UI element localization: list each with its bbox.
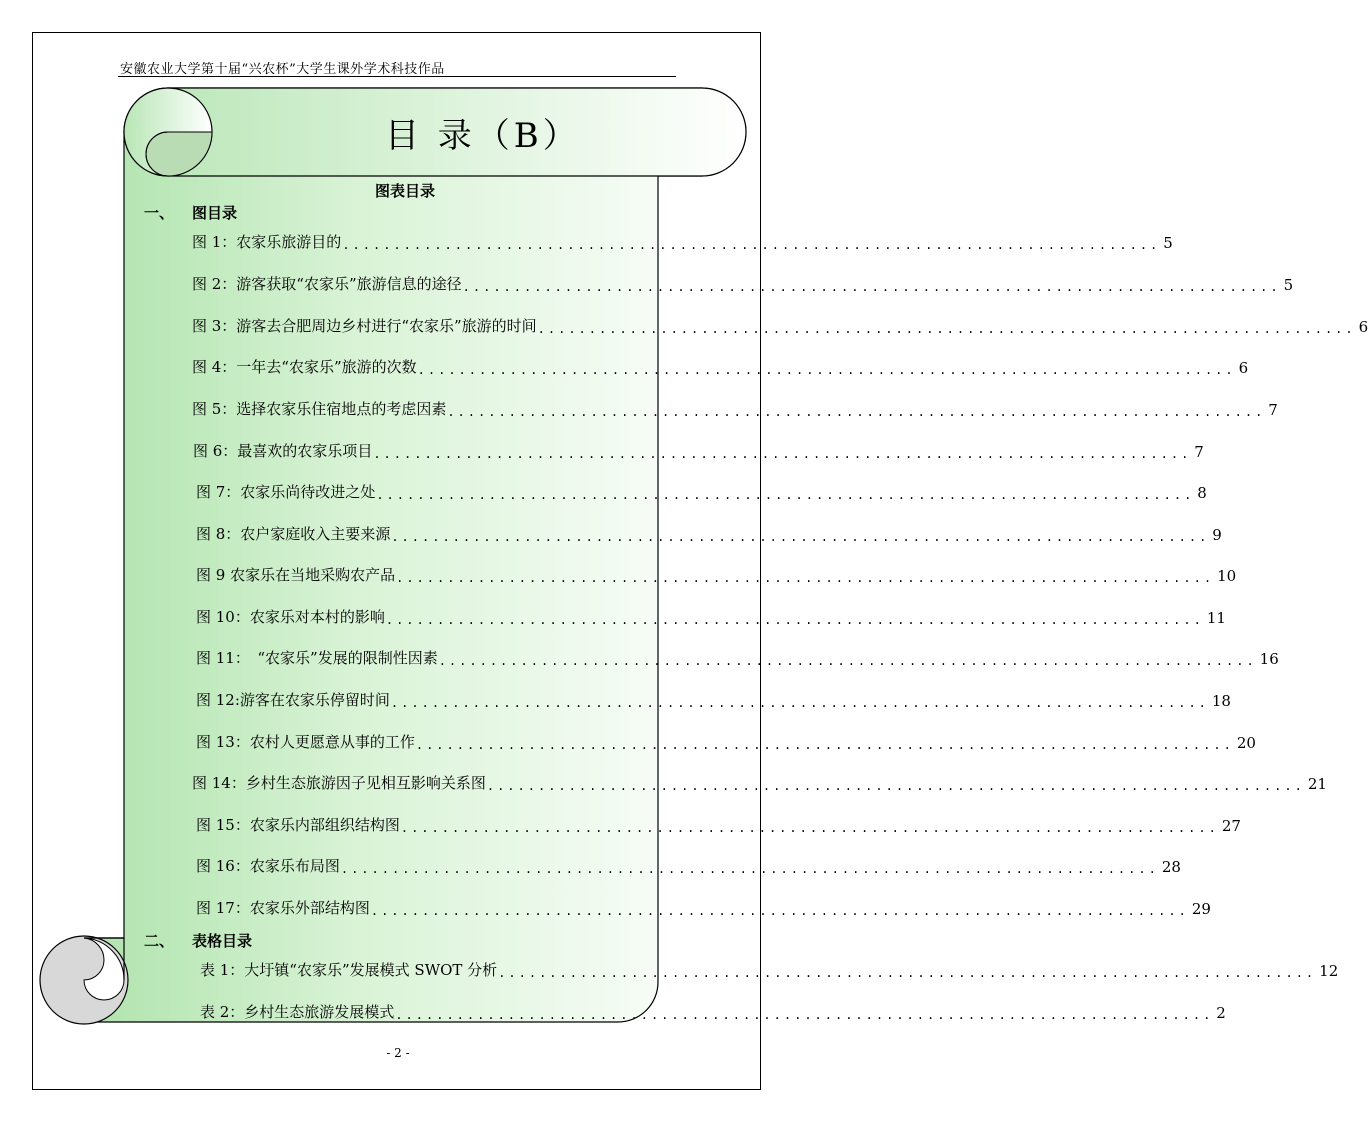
dot-leader: ................................................................................	[376, 488, 1195, 502]
dot-leader: ................................................................................	[537, 322, 1356, 336]
dot-leader: ................................................................................	[486, 779, 1305, 793]
figure-entry[interactable]	[192, 399, 1278, 419]
figure-entry-label: 图 17：农家乐外部结构图	[196, 899, 370, 917]
figure-entry-label: 图 4：一年去“农家乐”旅游的次数	[192, 358, 417, 376]
dot-leader: ................................................................................	[396, 571, 1215, 585]
figure-entry-label: 图 16：农家乐布局图	[196, 857, 340, 875]
figure-entry[interactable]	[192, 773, 1327, 793]
figure-entry-label: 图 13：农村人更愿意从事的工作	[196, 733, 415, 751]
dot-leader: ................................................................................	[498, 966, 1317, 980]
figure-entry-label: 图 9 农家乐在当地采购农产品	[196, 566, 396, 584]
table-entry-page: 2	[1216, 1004, 1226, 1022]
figure-entry-label: 图 11： “农家乐”发展的限制性因素	[196, 649, 438, 667]
dot-leader: ................................................................................	[370, 904, 1189, 918]
figure-entry-page: 8	[1197, 484, 1207, 502]
dot-leader: ................................................................................	[415, 738, 1234, 752]
figure-entry-label: 图 6：最喜欢的农家乐项目	[193, 442, 373, 460]
dot-leader: ................................................................................	[340, 862, 1159, 876]
figure-entry-label: 图 1：农家乐旅游目的	[192, 233, 342, 251]
dot-leader: ................................................................................	[385, 613, 1204, 627]
figure-entry-page: 9	[1212, 526, 1222, 544]
figure-entry[interactable]	[196, 565, 1237, 585]
figure-entry-page: 5	[1163, 234, 1173, 252]
table-entry-label: 表 2：乡村生态旅游发展模式	[200, 1003, 395, 1021]
figure-entry[interactable]	[196, 607, 1226, 627]
dot-leader: ................................................................................	[462, 280, 1281, 294]
figure-entry[interactable]	[192, 274, 1294, 294]
figure-entry-page: 16	[1259, 650, 1279, 668]
page-number: - 2 -	[386, 1046, 410, 1060]
figure-entry-label: 图 10：农家乐对本村的影响	[196, 608, 385, 626]
figure-entry[interactable]	[196, 732, 1256, 752]
figure-entry[interactable]	[192, 316, 1368, 336]
figure-entry-label: 图 14：乡村生态旅游因子见相互影响关系图	[192, 774, 486, 792]
dot-leader: ................................................................................	[447, 405, 1266, 419]
dot-leader: ................................................................................	[395, 1008, 1214, 1022]
dot-leader: ................................................................................	[373, 447, 1192, 461]
table-entry[interactable]	[200, 1002, 1226, 1022]
toc-subtitle: 图表目录	[374, 182, 435, 200]
figure-entry-page: 10	[1217, 567, 1237, 585]
figure-entry-page: 27	[1221, 817, 1241, 835]
figure-entry[interactable]	[196, 524, 1222, 544]
figure-entry-page: 11	[1206, 609, 1226, 627]
figure-entry-page: 5	[1283, 276, 1294, 294]
figure-entry-label: 图 15：农家乐内部组织结构图	[196, 816, 400, 834]
dot-leader: ................................................................................	[390, 696, 1209, 710]
figure-entry[interactable]	[196, 482, 1207, 502]
figure-entry[interactable]	[196, 815, 1241, 835]
dot-leader: ................................................................................	[391, 530, 1210, 544]
figure-entry-label: 图 3：游客去合肥周边乡村进行“农家乐”旅游的时间	[192, 317, 537, 335]
document-header: 安徽农业大学第十届“兴农杯”大学生课外学术科技作品	[120, 62, 445, 77]
figure-entry-page: 29	[1191, 900, 1211, 918]
dot-leader: ................................................................................	[438, 654, 1257, 668]
section-number: 一、	[144, 204, 175, 222]
dot-leader: ................................................................................	[400, 821, 1219, 835]
figure-entry-page: 18	[1211, 692, 1231, 710]
page-title: 目 录（B）	[385, 116, 581, 156]
figure-entry-page: 21	[1307, 775, 1327, 793]
figure-entry-label: 图 7：农家乐尚待改进之处	[196, 483, 376, 501]
section-label: 表格目录	[192, 932, 253, 950]
section-heading-figures	[144, 202, 237, 223]
table-entry-page: 12	[1319, 962, 1339, 980]
table-entry[interactable]	[200, 960, 1339, 980]
figure-entry[interactable]	[196, 690, 1231, 710]
figure-entry[interactable]	[192, 357, 1249, 377]
dot-leader: ................................................................................	[342, 238, 1161, 252]
dot-leader: ................................................................................	[417, 363, 1236, 377]
figure-entry-page: 20	[1236, 734, 1256, 752]
table-entry-label: 表 1：大圩镇“农家乐”发展模式 SWOT 分析	[200, 961, 498, 979]
figure-entry-label: 图 8：农户家庭收入主要来源	[196, 525, 391, 543]
figure-entry-page: 6	[1238, 359, 1249, 377]
figure-entry-label: 图 12:游客在农家乐停留时间	[196, 691, 390, 709]
figure-entry[interactable]	[192, 232, 1173, 252]
figure-entry-page: 6	[1358, 318, 1368, 336]
figure-entry-page: 28	[1161, 858, 1181, 876]
section-heading-tables	[144, 930, 252, 951]
figure-entry[interactable]	[196, 856, 1181, 876]
figure-entry[interactable]	[196, 898, 1211, 918]
section-label: 图目录	[192, 204, 238, 222]
figure-entry-label: 图 5：选择农家乐住宿地点的考虑因素	[192, 400, 447, 418]
figure-entry[interactable]	[196, 648, 1279, 668]
section-number: 二、	[144, 932, 175, 950]
figure-entry-page: 7	[1268, 401, 1278, 419]
figure-entry-page: 7	[1194, 443, 1204, 461]
figure-entry[interactable]	[193, 441, 1204, 461]
figure-entry-label: 图 2：游客获取“农家乐”旅游信息的途径	[192, 275, 462, 293]
